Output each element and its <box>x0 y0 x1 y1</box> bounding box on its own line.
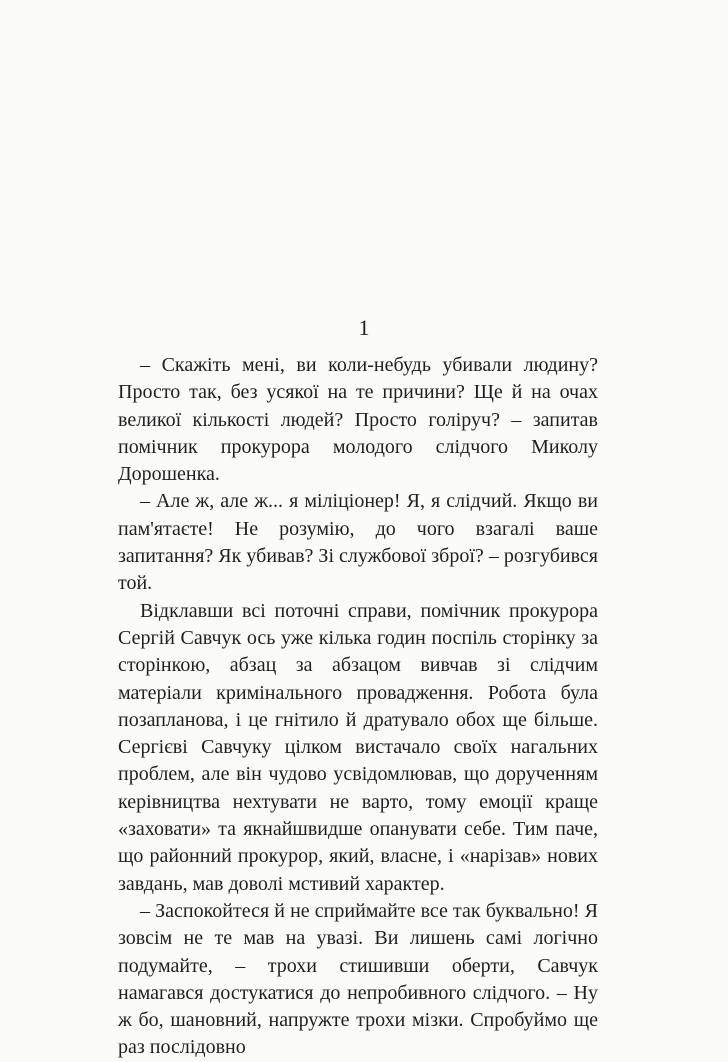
chapter-number: 1 <box>358 315 370 340</box>
paragraph: Відклавши всі поточні справи, помічник прокурора Сергій Савчук ось уже кілька годин поспіль сторінку за сторінкою, абзац за абзацом вивчав зі слідчим матеріали кримінального провадження. Робота була позапланова, і це гнітило й дратувало обох ще більше. Сергієві Савчуку цілком вистачало своїх нагальних проблем, але він чудово усвідомлював, що дорученням керівництва нехтувати не варто, тому емоції краще «заховати» та якнайшвидше опанувати себе. Тим паче, що районний прокурор, який, власне, і «нарізав» нових завдань, мав доволі мстивий характер. <box>118 599 598 895</box>
paragraph: – Але ж, але ж... я міліціонер! Я, я слідчий. Якщо ви пам'ятаєте! Не розумію, до чого взагалі ваше запитання? Як убивав? Зі службової зброї? – розгубився той. <box>118 490 598 595</box>
paragraph: – Заспокойтеся й не сприймайте все так буквально! Я зовсім не те мав на увазі. Ви лишень самі логічно подумайте, – трохи стишивши оберти, Савчук намагався достукатися до непробивного слідчого. – Ну ж бо, шановний, напружте трохи мізки. Спробуймо ще раз послідовно <box>118 899 598 1059</box>
paragraph: – Скажіть мені, ви коли-небудь убивали людину? Просто так, без усякої на те причини? Ще й на очах великої кількості людей? Просто голіруч? – запитав помічник прокурора молодого слідчого Миколу Дорошенка. <box>118 354 598 486</box>
chapter-text <box>118 352 598 1062</box>
